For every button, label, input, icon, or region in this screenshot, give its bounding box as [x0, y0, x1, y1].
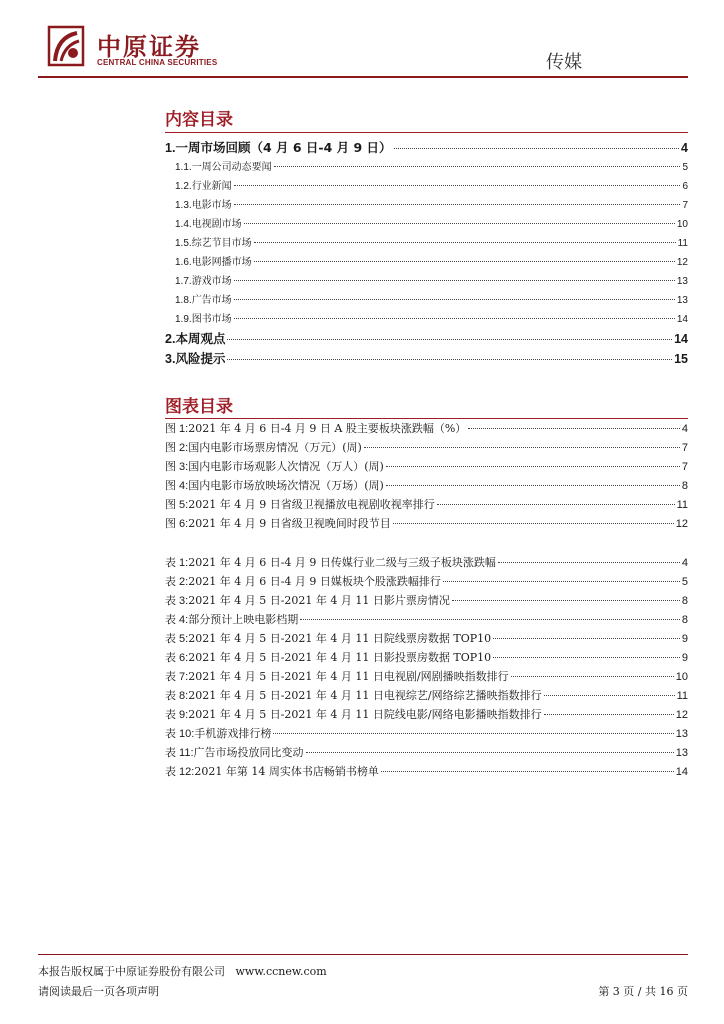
toc-entry-leader: [234, 185, 681, 186]
toc-entry-title: 综艺节目市场: [191, 238, 252, 249]
footer-website-link[interactable]: www.ccnew.com: [235, 965, 327, 978]
toc-entry[interactable]: [165, 215, 688, 234]
toc-entry[interactable]: [165, 138, 688, 158]
contents-list: [165, 138, 688, 369]
toc-entry-title: 一周市场回顾（4 月 6 日-4 月 9 日）: [175, 140, 392, 155]
toc-entry-page: 5: [681, 576, 688, 588]
toc-entry-number: 2.: [165, 332, 176, 346]
logo-emblem-icon: [47, 25, 87, 69]
toc-entry-page: 9: [681, 652, 688, 664]
toc-entry-number: 1.5.: [175, 238, 192, 249]
toc-entry-leader: [381, 771, 674, 772]
toc-entry-leader: [234, 204, 681, 205]
toc-entry[interactable]: [165, 515, 688, 534]
toc-entry-title: 2021 年 4 月 5 日-2021 年 4 月 11 日影投票房数据 TOP10: [188, 651, 492, 664]
toc-entry-leader: [306, 752, 674, 753]
toc-entry-number: 图 5:: [165, 499, 189, 511]
toc-entry-page: 12: [675, 709, 688, 721]
toc-entry[interactable]: [165, 573, 688, 592]
toc-entry-number: 1.4.: [175, 219, 192, 230]
toc-entry-title: 2021 年 4 月 5 日-2021 年 4 月 11 日电视综艺/网络综艺播映指数排行: [188, 689, 542, 702]
toc-entry-leader: [386, 485, 680, 486]
toc-entry-leader: [364, 447, 680, 448]
toc-entry[interactable]: [165, 196, 688, 215]
toc-entry-number: 表 6:: [165, 652, 189, 664]
toc-entry-page: 8: [681, 595, 688, 607]
toc-entry-leader: [300, 619, 680, 620]
toc-entry-leader: [498, 562, 680, 563]
toc-entry-number: 1.: [165, 141, 176, 155]
toc-entry[interactable]: [165, 439, 688, 458]
toc-entry-leader: [254, 242, 676, 243]
toc-entry-number: 1.2.: [175, 181, 192, 192]
toc-entry-page: 10: [675, 671, 688, 683]
toc-entry-title: 2021 年 4 月 5 日-2021 年 4 月 11 日院线票房数据 TOP10: [188, 632, 492, 645]
toc-entry-title: 2021 年 4 月 5 日-2021 年 4 月 11 日影片票房情况: [188, 594, 450, 607]
company-logo: [47, 25, 227, 73]
toc-entry-leader: [493, 638, 680, 639]
toc-entry-leader: [234, 318, 675, 319]
contents-title-divider: [165, 132, 688, 133]
toc-entry[interactable]: [165, 725, 688, 744]
toc-entry-leader: [468, 428, 680, 429]
toc-entry-page: 12: [676, 257, 688, 268]
toc-entry-page: 11: [676, 499, 688, 511]
toc-entry[interactable]: [165, 706, 688, 725]
toc-entry-leader: [394, 148, 680, 149]
industry-label: 传媒: [546, 52, 582, 73]
toc-entry-title: 风险提示: [175, 351, 226, 366]
header-divider: [38, 76, 688, 78]
toc-entry-title: 广告市场投放同比变动: [193, 746, 304, 759]
toc-entry-number: 表 4:: [165, 614, 189, 626]
toc-entry-leader: [493, 657, 680, 658]
toc-entry-number: 图 3:: [165, 461, 189, 473]
toc-entry-number: 图 4:: [165, 480, 189, 492]
toc-entry-page: 8: [681, 614, 688, 626]
toc-entry-page: 6: [682, 181, 688, 192]
toc-entry-page: 13: [676, 276, 688, 287]
toc-entry-page: 4: [681, 423, 688, 435]
figures-title: 图表目录: [165, 397, 233, 417]
toc-entry-leader: [234, 299, 675, 300]
toc-entry[interactable]: [165, 234, 688, 253]
toc-entry-leader: [254, 261, 675, 262]
toc-entry-number: 表 8:: [165, 690, 189, 702]
toc-entry-leader: [437, 504, 675, 505]
toc-entry[interactable]: [165, 744, 688, 763]
toc-entry[interactable]: [165, 668, 688, 687]
toc-entry-leader: [443, 581, 680, 582]
toc-entry-leader: [393, 523, 674, 524]
toc-entry-number: 表 2:: [165, 576, 189, 588]
toc-entry-title: 图书市场: [191, 314, 232, 325]
toc-entry-title: 行业新闻: [191, 181, 232, 192]
toc-entry-number: 1.1.: [175, 162, 192, 173]
toc-entry[interactable]: [165, 329, 688, 349]
toc-entry-page: 4: [681, 141, 688, 155]
toc-entry-page: 11: [676, 690, 688, 702]
toc-entry-title: 广告市场: [191, 295, 232, 306]
toc-entry-leader: [244, 223, 675, 224]
toc-entry-title: 2021 年 4 月 5 日-2021 年 4 月 11 日院线电影/网络电影播映指数排行: [188, 708, 542, 721]
toc-entry-number: 图 2:: [165, 442, 189, 454]
toc-entry[interactable]: [165, 496, 688, 515]
toc-entry[interactable]: [165, 291, 688, 310]
toc-entry-number: 1.8.: [175, 295, 192, 306]
toc-entry[interactable]: [165, 611, 688, 630]
figures-title-divider: [165, 418, 688, 419]
toc-entry-page: 11: [677, 238, 688, 249]
toc-entry-leader: [227, 359, 672, 360]
toc-entry-number: 1.7.: [175, 276, 192, 287]
toc-entry-page: 14: [676, 314, 688, 325]
toc-entry-title: 2021 年 4 月 6 日-4 月 9 日 A 股主要板块涨跌幅（%）: [188, 422, 467, 435]
toc-entry-title: 一周公司动态要闻: [191, 162, 272, 173]
toc-entry-number: 1.6.: [175, 257, 192, 268]
toc-entry-title: 2021 年 4 月 9 日省级卫视播放电视剧收视率排行: [188, 498, 435, 511]
toc-entry-title: 国内电影市场放映场次情况（万场）(周): [188, 479, 384, 492]
toc-entry-leader: [511, 676, 674, 677]
toc-entry-page: 7: [681, 442, 688, 454]
toc-entry-number: 图 1:: [165, 423, 189, 435]
toc-entry-number: 表 9:: [165, 709, 189, 721]
toc-entry[interactable]: [165, 687, 688, 706]
footer-copyright-line: [38, 963, 327, 979]
toc-entry-leader: [227, 339, 672, 340]
toc-entry-leader: [544, 714, 674, 715]
toc-entry[interactable]: [165, 649, 688, 668]
contents-title: 内容目录: [165, 110, 233, 130]
toc-entry-page: 7: [681, 461, 688, 473]
toc-entry[interactable]: [165, 554, 688, 573]
footer-divider: [38, 954, 688, 955]
toc-entry-page: 10: [676, 219, 688, 230]
toc-entry-number: 表 10:: [165, 728, 195, 740]
footer-page-info: 第 3 页 / 共 16 页: [598, 985, 688, 998]
toc-entry-page: 13: [675, 747, 688, 759]
toc-entry[interactable]: [165, 458, 688, 477]
toc-entry[interactable]: [165, 349, 688, 369]
toc-entry-number: 1.3.: [175, 200, 192, 211]
toc-entry-page: 13: [675, 728, 688, 740]
toc-entry-title: 2021 年 4 月 6 日-4 月 9 日传媒行业二级与三级子板块涨跌幅: [188, 556, 496, 569]
toc-entry[interactable]: [165, 253, 688, 272]
tables-list: [165, 554, 688, 782]
toc-entry[interactable]: [165, 310, 688, 329]
toc-entry-title: 国内电影市场观影人次情况（万人）(周): [188, 460, 384, 473]
toc-entry-title: 本周观点: [175, 331, 226, 346]
toc-entry-number: 表 7:: [165, 671, 189, 683]
toc-entry-page: 9: [681, 633, 688, 645]
toc-entry-page: 12: [675, 518, 688, 530]
toc-entry[interactable]: [165, 158, 688, 177]
footer-disclaimer: 请阅读最后一页各项声明: [38, 985, 159, 998]
toc-entry-number: 表 11:: [165, 747, 194, 759]
toc-entry[interactable]: [165, 477, 688, 496]
toc-entry-leader: [274, 166, 681, 167]
toc-entry-title: 电影市场: [191, 200, 232, 211]
toc-entry-leader: [234, 280, 675, 281]
page-header: [0, 0, 724, 85]
toc-entry[interactable]: [165, 763, 688, 782]
toc-entry-title: 部分预计上映电影档期: [188, 613, 299, 626]
toc-entry-page: 14: [675, 766, 688, 778]
toc-entry-number: 表 3:: [165, 595, 189, 607]
toc-entry[interactable]: [165, 630, 688, 649]
toc-entry[interactable]: [165, 177, 688, 196]
toc-entry-title: 手机游戏排行榜: [194, 727, 272, 740]
toc-entry-title: 2021 年 4 月 9 日省级卫视晚间时段节目: [188, 517, 391, 530]
toc-entry-page: 5: [682, 162, 688, 173]
toc-entry-number: 图 6:: [165, 518, 189, 530]
toc-entry-page: 13: [676, 295, 688, 306]
toc-entry[interactable]: [165, 420, 688, 439]
toc-entry-leader: [386, 466, 680, 467]
toc-entry-number: 表 1:: [165, 557, 189, 569]
toc-entry[interactable]: [165, 272, 688, 291]
toc-entry-title: 游戏市场: [191, 276, 232, 287]
toc-entry-title: 2021 年 4 月 5 日-2021 年 4 月 11 日电视剧/网剧播映指数排行: [188, 670, 509, 683]
toc-entry-title: 2021 年第 14 周实体书店畅销书榜单: [194, 765, 379, 778]
toc-entry-title: 2021 年 4 月 6 日-4 月 9 日媒板块个股涨跌幅排行: [188, 575, 441, 588]
toc-entry-number: 1.9.: [175, 314, 192, 325]
toc-entry-title: 电视剧市场: [191, 219, 242, 230]
toc-entry[interactable]: [165, 592, 688, 611]
toc-entry-page: 8: [681, 480, 688, 492]
toc-entry-title: 国内电影市场票房情况（万元）(周): [188, 441, 362, 454]
toc-entry-page: 14: [674, 332, 688, 346]
logo-english-name: CENTRAL CHINA SECURITIES: [97, 58, 218, 67]
logo-chinese-name: 中原证券: [97, 32, 201, 61]
toc-entry-page: 7: [682, 200, 688, 211]
toc-entry-page: 4: [681, 557, 688, 569]
toc-entry-leader: [273, 733, 673, 734]
toc-entry-leader: [544, 695, 675, 696]
toc-entry-leader: [452, 600, 680, 601]
toc-entry-page: 15: [674, 352, 688, 366]
toc-entry-number: 表 5:: [165, 633, 189, 645]
footer-copyright: 本报告版权属于中原证券股份有限公司: [38, 965, 225, 978]
toc-entry-number: 表 12:: [165, 766, 195, 778]
toc-entry-title: 电影网播市场: [191, 257, 252, 268]
figures-list: [165, 420, 688, 534]
toc-entry-number: 3.: [165, 352, 176, 366]
